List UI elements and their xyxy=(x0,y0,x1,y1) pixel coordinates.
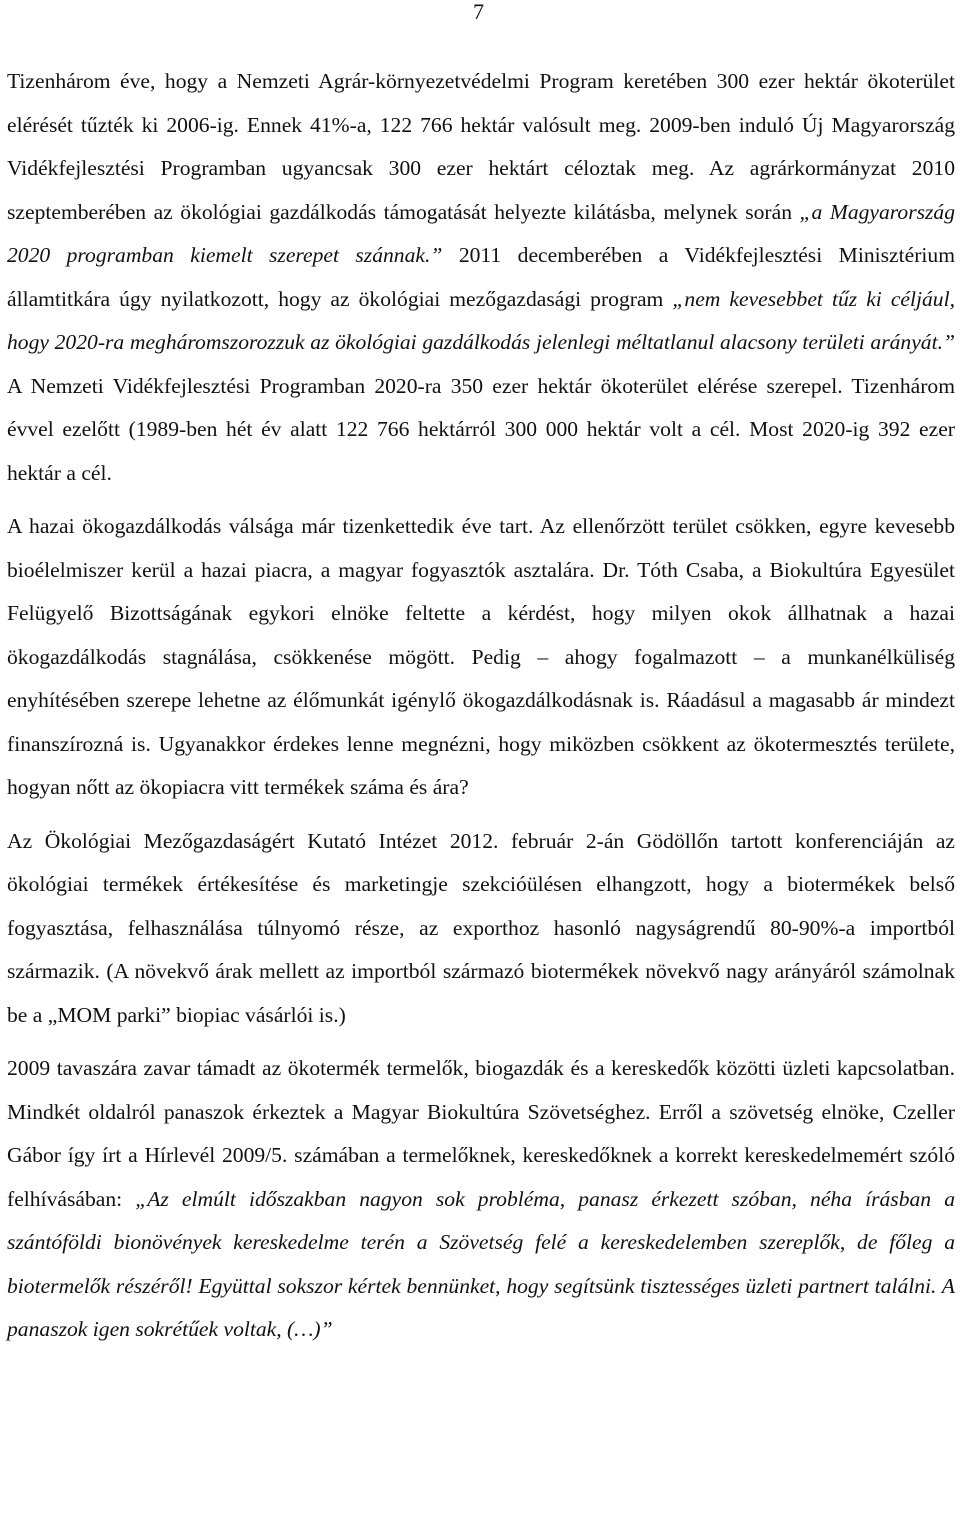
paragraph-text: Tizenhárom éve, hogy a Nemzeti Agrár-környezetvédelmi Program keretében 300 ezer hektár ökoterület elérését tűzték ki 2006-ig. Ennek 41%-a, 122 766 hektár valósult meg. 2009-ben induló Új Magyarország Vidékfejlesztési Programban ugyancsak 300 ezer hektárt céloztak meg. Az agrárkormányzat 2010 szeptemberében az ökológiai gazdálkodás támogatását helyezte kilátásba, melynek során xyxy=(7,69,955,224)
quote-text: „Az elmúlt időszakban nagyon sok probléma, panasz érkezett szóban, néha írásban a szántóföldi bionövények kereskedelme terén a Szövetség felé a kereskedelemben szereplők, de főleg a biotermelők részéről! Együttal sokszor kértek bennünket, hogy segítsünk tisztességes üzleti partnert találni. A panaszok igen sokrétűek voltak, (…)” xyxy=(7,1186,955,1341)
paragraph-text: 2011 decemberében a Vidékfejlesztési Minisztérium államtitkára úgy nyilatkozott, hogy az ökológiai mezőgazdasági program xyxy=(7,243,955,311)
paragraph-1 xyxy=(7,60,955,495)
paragraph-text: Az Ökológiai Mezőgazdaságért Kutató Intézet 2012. február 2-án Gödöllőn tartott konferenciáján az ökológiai termékek értékesítése és marketingje szekcióülésen elhangzott, hogy a biotermékek belső fogyasztása, felhasználása túlnyomó része, az exporthoz hasonló nagyságrendű 80-90%-a importból származik. (A növekvő árak mellett az importból származó biotermékek növekvő nagy arányáról számolnak be a „MOM parki” biopiac vásárlói is.) xyxy=(7,828,955,1027)
paragraph-text: A Nemzeti Vidékfejlesztési Programban 2020-ra 350 ezer hektár ökoterület elérése szerepel. Tizenhárom évvel ezelőtt (1989-ben hét év alatt 122 766 hektárról 300 000 hektár volt a cél. Most 2020-ig 392 ezer hektár a cél. xyxy=(7,373,955,485)
document-body xyxy=(7,60,955,1352)
page-number: 7 xyxy=(473,0,484,24)
paragraph-text: A hazai ökogazdálkodás válsága már tizenkettedik éve tart. Az ellenőrzött terület csökken, egyre kevesebb bioélelmiszer kerül a hazai piacra, a magyar fogyasztók asztalára. Dr. Tóth Csaba, a Biokultúra Egyesület Felügyelő Bizottságának egykori elnöke feltette a kérdést, hogy milyen okok állhatnak a hazai ökogazdálkodás stagnálása, csökkenése mögött. Pedig – ahogy fogalmazott – a munkanélküliség enyhítésében szerepe lehetne az élőmunkát igénylő ökogazdálkodásnak is. Ráadásul a magasabb ár mindezt finanszírozná is. Ugyanakkor érdekes lenne megnézni, hogy miközben csökkent az ökotermesztés területe, hogyan nőtt az ökopiacra vitt termékek száma és ára? xyxy=(7,514,955,799)
paragraph-2 xyxy=(7,505,955,810)
paragraph-4 xyxy=(7,1047,955,1352)
quote-text: „a Magyarország 2020 programban kiemelt szerepet szánnak.” xyxy=(7,199,956,267)
quote-text: „nem kevesebbet tűz ki céljául, hogy 2020-ra megháromszorozzuk az ökológiai gazdálkodás jelenlegi méltatlanul alacsony területi arányát.” xyxy=(7,286,955,354)
paragraph-3 xyxy=(7,820,955,1038)
paragraph-text: 2009 tavaszára zavar támadt az ökotermék termelők, biogazdák és a kereskedők közötti üzleti kapcsolatban. Mindkét oldalról panaszok érkeztek a Magyar Biokultúra Szövetséghez. Erről a szövetség elnöke, Czeller Gábor így írt a Hírlevél 2009/5. számában a termelőknek, kereskedőknek a korrekt kereskedelmemért szóló felhívásában: xyxy=(7,1056,955,1211)
